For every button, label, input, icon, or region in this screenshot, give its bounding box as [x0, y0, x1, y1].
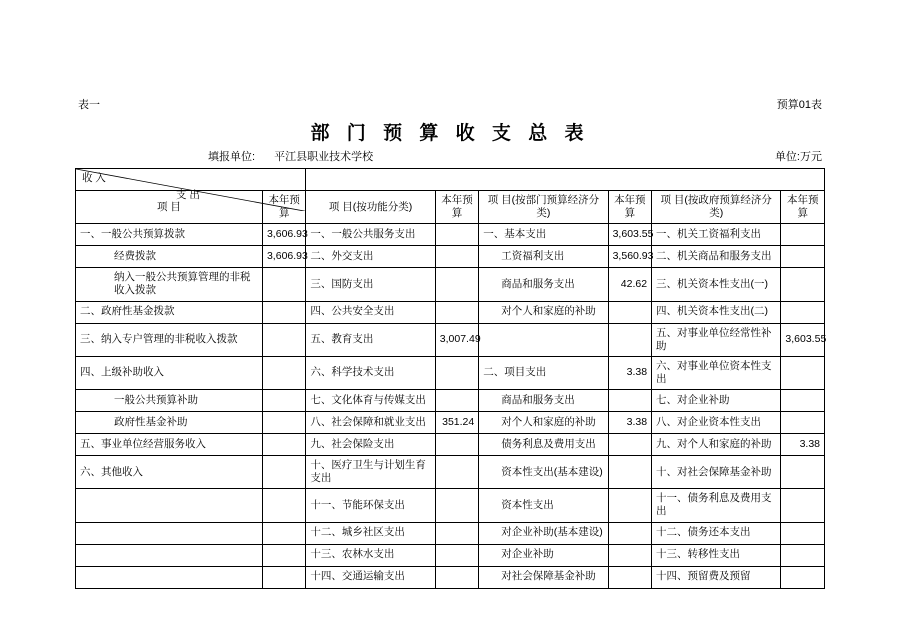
dept-amount-cell: 3.38 — [608, 356, 651, 389]
income-expense-split-cell — [76, 169, 306, 201]
gov-item-cell: 七、对企业补助 — [652, 390, 781, 412]
income-amount-cell — [262, 489, 305, 522]
function-item-cell: 六、科学技术支出 — [306, 356, 435, 389]
dept-item-cell: 商品和服务支出 — [479, 268, 608, 301]
dept-item-cell: 对企业补助 — [479, 544, 608, 566]
col-header-function-item: 项 目(按功能分类) — [306, 191, 435, 224]
col-header-dept-item: 项 目(按部门预算经济分类) — [479, 191, 608, 224]
gov-amount-cell: 3.38 — [781, 434, 825, 456]
dept-item-cell: 对社会保障基金补助 — [479, 566, 608, 588]
gov-amount-cell — [781, 412, 825, 434]
function-amount-cell — [435, 489, 478, 522]
dept-item-cell: 二、项目支出 — [479, 356, 608, 389]
dept-amount-cell: 3.38 — [608, 412, 651, 434]
filler-unit-value: 平江县职业技术学校 — [274, 151, 374, 163]
dept-amount-cell — [608, 301, 651, 323]
gov-item-cell: 十二、债务还本支出 — [652, 522, 781, 544]
amount-unit-label: 单位:万元 — [774, 151, 822, 163]
income-amount-cell: 3,606.93 — [262, 246, 305, 268]
function-amount-cell — [435, 390, 478, 412]
function-item-cell: 五、教育支出 — [306, 323, 435, 356]
table-row — [76, 544, 825, 566]
function-item-cell: 三、国防支出 — [306, 268, 435, 301]
income-amount-cell — [262, 522, 305, 544]
dept-item-cell — [479, 323, 608, 356]
function-amount-cell: 351.24 — [435, 412, 478, 434]
income-amount-cell — [262, 301, 305, 323]
function-item-cell: 四、公共安全支出 — [306, 301, 435, 323]
gov-item-cell: 六、对事业单位资本性支出 — [652, 356, 781, 389]
function-item-cell: 十四、交通运输支出 — [306, 566, 435, 588]
gov-item-cell: 九、对个人和家庭的补助 — [652, 434, 781, 456]
dept-item-cell: 资本性支出(基本建设) — [479, 456, 608, 489]
gov-amount-cell — [781, 522, 825, 544]
expense-header-label: 支 出 — [176, 189, 200, 201]
form-number-left: 表一 — [78, 99, 100, 111]
income-amount-cell — [262, 268, 305, 301]
gov-item-cell: 十一、债务利息及费用支出 — [652, 489, 781, 522]
gov-item-cell: 十三、转移性支出 — [652, 544, 781, 566]
dept-item-cell: 对个人和家庭的补助 — [479, 301, 608, 323]
income-amount-cell: 3,606.93 — [262, 224, 305, 246]
income-amount-cell — [262, 412, 305, 434]
dept-amount-cell — [608, 489, 651, 522]
function-amount-cell — [435, 356, 478, 389]
table-row — [76, 434, 825, 456]
function-item-cell: 九、社会保险支出 — [306, 434, 435, 456]
gov-amount-cell — [781, 456, 825, 489]
budget-table — [75, 168, 825, 589]
income-amount-cell — [262, 566, 305, 588]
income-amount-cell — [262, 456, 305, 489]
income-item-cell: 四、上级补助收入 — [76, 356, 263, 389]
function-amount-cell — [435, 566, 478, 588]
function-item-cell: 十二、城乡社区支出 — [306, 522, 435, 544]
table-row — [76, 522, 825, 544]
gov-item-cell: 十、对社会保障基金补助 — [652, 456, 781, 489]
function-item-cell: 十一、节能环保支出 — [306, 489, 435, 522]
income-item-cell: 一、一般公共预算拨款 — [76, 224, 263, 246]
function-amount-cell — [435, 544, 478, 566]
gov-amount-cell — [781, 301, 825, 323]
dept-item-cell: 一、基本支出 — [479, 224, 608, 246]
income-item-cell: 六、其他收入 — [76, 456, 263, 489]
gov-item-cell: 十四、预留费及预留 — [652, 566, 781, 588]
income-header-label: 收 入 — [82, 172, 106, 184]
function-item-cell: 一、一般公共服务支出 — [306, 224, 435, 246]
function-amount-cell — [435, 224, 478, 246]
dept-amount-cell: 3,603.55 — [608, 224, 651, 246]
subheader-row — [78, 148, 822, 164]
gov-item-cell: 四、机关资本性支出(二) — [652, 301, 781, 323]
gov-amount-cell — [781, 489, 825, 522]
filler-unit-label: 填报单位: — [208, 151, 256, 163]
dept-amount-cell — [608, 323, 651, 356]
function-amount-cell — [435, 268, 478, 301]
filler-unit-group — [78, 148, 373, 164]
gov-amount-cell: 3,603.55 — [781, 323, 825, 356]
table-header-row-1 — [76, 169, 825, 191]
table-row — [76, 323, 825, 356]
col-header-gov-item: 项 目(按政府预算经济分类) — [652, 191, 781, 224]
table-row — [76, 246, 825, 268]
income-amount-cell — [262, 390, 305, 412]
dept-item-cell: 工资福利支出 — [479, 246, 608, 268]
function-amount-cell — [435, 246, 478, 268]
function-item-cell: 七、文化体育与传媒支出 — [306, 390, 435, 412]
function-amount-cell — [435, 434, 478, 456]
gov-item-cell: 二、机关商品和服务支出 — [652, 246, 781, 268]
gov-amount-cell — [781, 566, 825, 588]
gov-item-cell: 八、对企业资本性支出 — [652, 412, 781, 434]
gov-item-cell: 五、对事业单位经常性补助 — [652, 323, 781, 356]
table-row — [76, 566, 825, 588]
function-amount-cell: 3,007.49 — [435, 323, 478, 356]
income-item-cell: 二、政府性基金拨款 — [76, 301, 263, 323]
gov-amount-cell — [781, 224, 825, 246]
function-item-cell: 八、社会保障和就业支出 — [306, 412, 435, 434]
income-item-cell: 五、事业单位经营服务收入 — [76, 434, 263, 456]
function-amount-cell — [435, 522, 478, 544]
income-item-cell — [76, 544, 263, 566]
form-number-right: 预算01表 — [776, 99, 822, 111]
income-item-cell — [76, 489, 263, 522]
dept-amount-cell: 3,560.93 — [608, 246, 651, 268]
page-title: 部 门 预 算 收 支 总 表 — [310, 123, 590, 144]
dept-amount-cell — [608, 544, 651, 566]
dept-amount-cell — [608, 456, 651, 489]
dept-amount-cell — [608, 390, 651, 412]
dept-item-cell: 债务利息及费用支出 — [479, 434, 608, 456]
income-item-cell: 一般公共预算补助 — [76, 390, 263, 412]
expense-header-span — [306, 169, 825, 191]
col-header-function-amount: 本年预算 — [435, 191, 478, 224]
gov-amount-cell — [781, 246, 825, 268]
dept-item-cell: 对企业补助(基本建设) — [479, 522, 608, 544]
dept-amount-cell — [608, 434, 651, 456]
income-amount-cell — [262, 434, 305, 456]
table-row — [76, 356, 825, 389]
gov-item-cell: 一、机关工资福利支出 — [652, 224, 781, 246]
income-item-cell: 三、纳入专户管理的非税收入拨款 — [76, 323, 263, 356]
dept-amount-cell — [608, 522, 651, 544]
function-item-cell: 十、医疗卫生与计划生育支出 — [306, 456, 435, 489]
function-amount-cell — [435, 301, 478, 323]
dept-item-cell: 资本性支出 — [479, 489, 608, 522]
income-item-cell: 经费拨款 — [76, 246, 263, 268]
income-amount-cell — [262, 544, 305, 566]
table-row — [76, 301, 825, 323]
function-item-cell: 十三、农林水支出 — [306, 544, 435, 566]
table-row — [76, 489, 825, 522]
gov-item-cell: 三、机关资本性支出(一) — [652, 268, 781, 301]
income-item-cell — [76, 522, 263, 544]
gov-amount-cell — [781, 356, 825, 389]
income-amount-cell — [262, 356, 305, 389]
header-row — [78, 96, 822, 112]
dept-item-cell: 商品和服务支出 — [479, 390, 608, 412]
income-item-cell — [76, 566, 263, 588]
table-row — [76, 268, 825, 301]
dept-item-cell: 对个人和家庭的补助 — [479, 412, 608, 434]
col-header-gov-amount: 本年预算 — [781, 191, 825, 224]
function-item-cell: 二、外交支出 — [306, 246, 435, 268]
gov-amount-cell — [781, 544, 825, 566]
gov-amount-cell — [781, 390, 825, 412]
table-row — [76, 224, 825, 246]
gov-amount-cell — [781, 268, 825, 301]
col-header-dept-amount: 本年预算 — [608, 191, 651, 224]
dept-amount-cell — [608, 566, 651, 588]
table-row — [76, 456, 825, 489]
income-amount-cell — [262, 323, 305, 356]
income-item-cell: 政府性基金补助 — [76, 412, 263, 434]
col-header-item: 项 目 — [76, 191, 263, 224]
col-header-income-amount: 本年预算 — [262, 191, 305, 224]
dept-amount-cell: 42.62 — [608, 268, 651, 301]
table-row — [76, 412, 825, 434]
income-item-cell: 纳入一般公共预算管理的非税收入拨款 — [76, 268, 263, 301]
function-amount-cell — [435, 456, 478, 489]
table-row — [76, 390, 825, 412]
